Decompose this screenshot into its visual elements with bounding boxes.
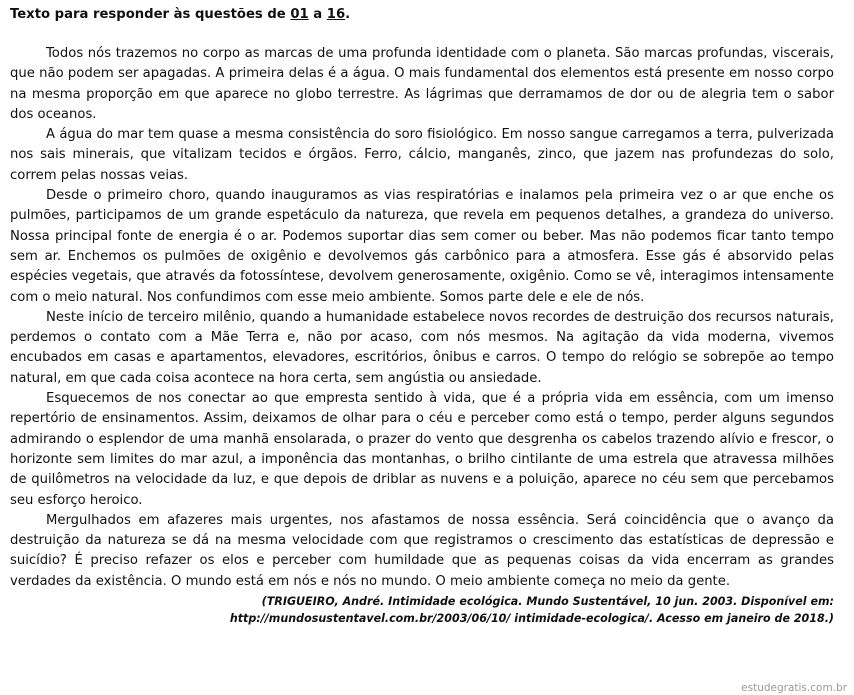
heading-first-question: 01 — [290, 7, 309, 22]
heading-prefix: Texto para responder às questões de — [10, 7, 291, 22]
paragraph-6: Mergulhados em afazeres mais urgentes, nos afastamos de nossa essência. Será coincidência que o avanço da destruição da natureza se dá na mesma velocidade com que registramos o crescimento das estatísticas de depressão e suicídio? É preciso refazer os elos e perceber com humildade que as pequenas coisas da vida encerram as grandes verdades da existência. O mundo está em nós e nós no mundo. O meio ambiente começa no meio da gente. — [10, 512, 834, 589]
paragraph-4: Neste início de terceiro milênio, quando a humanidade estabelece novos recordes de destruição dos recursos naturais, perdemos o contato com a Mãe Terra e, não por acaso, com nós mesmos. Na agitação da vida moderna, vivemos encubados em casas e apartamentos, elevadores, escritórios, ônibus e carros. O tempo do relógio se sobrepõe ao tempo natural, em que cada coisa acontece na hora certa, sem angústia ou ansiedade. — [10, 309, 834, 386]
source-citation: (TRIGUEIRO, André. Intimidade ecológica. Mundo Sustentável, 10 jun. 2003. Disponível em: http://mundosustentavel.com.br/2003/06/10/ intimidade-ecologica/. Acesso em janeiro de 2018.) — [229, 595, 834, 625]
site-watermark: estudegratis.com.br — [741, 682, 847, 694]
heading-middle: a — [308, 7, 327, 22]
paragraph-3: Desde o primeiro choro, quando inauguramos as vias respiratórias e inalamos pela primeira vez o ar que enche os pulmões, participamos de um grande espetáculo da natureza, que revela em pequenos detalhes, a grandeza do universo. Nossa principal fonte de energia é o ar. Podemos suportar dias sem comer ou beber. Mas não podemos ficar tanto tempo sem ar. Enchemos os pulmões de oxigênio e devolvemos gás carbônico para a atmosfera. Esse gás é absorvido pelas espécies vegetais, que através da fotossíntese, devolvem generosamente, oxigênio. Como se vê, interagimos intensamente com o meio natural. Nos confundimos com esse meio ambiente. Somos parte dele e ele de nós. — [10, 188, 834, 305]
document — [10, 6, 834, 627]
heading-suffix: . — [345, 7, 351, 22]
heading-last-question: 16 — [326, 7, 346, 22]
paragraph-5: Esquecemos de nos conectar ao que empresta sentido à vida, que é a própria vida em essência, com um imenso repertório de ensinamentos. Assim, deixamos de olhar para o céu e perceber como está o tempo, perder alguns segundos admirando o esplendor de uma manhã ensolarada, o prazer do vento que desgrenha os cabelos trazendo alívio e frescor, o horizonte sem limites do mar azul, a imponência das montanhas, o brilho cintilante de uma estrela que atravessa milhões de quilômetros na velocidade da luz, e que depois de driblar as nuvens e a poluição, aparece no céu sem que percebamos seu esforço heroico. — [10, 391, 834, 508]
paragraph-1: Todos nós trazemos no corpo as marcas de uma profunda identidade com o planeta. São marcas profundas, viscerais, que não podem ser apagadas. A primeira delas é a água. O mais fundamental dos elementos está presente em nosso corpo na mesma proporção em que aparece no globo terrestre. As lágrimas que derramamos de dor ou de alegria tem o sabor dos oceanos. — [10, 46, 834, 122]
text-heading — [10, 6, 834, 24]
paragraph-2: A água do mar tem quase a mesma consistência do soro fisiológico. Em nosso sangue carregamos a terra, pulverizada nos sais minerais, que vitalizam tecidos e órgãos. Ferro, cálcio, manganês, zinco, que jazem nas profundezas do solo, correm pelas nossas veias. — [10, 127, 834, 183]
